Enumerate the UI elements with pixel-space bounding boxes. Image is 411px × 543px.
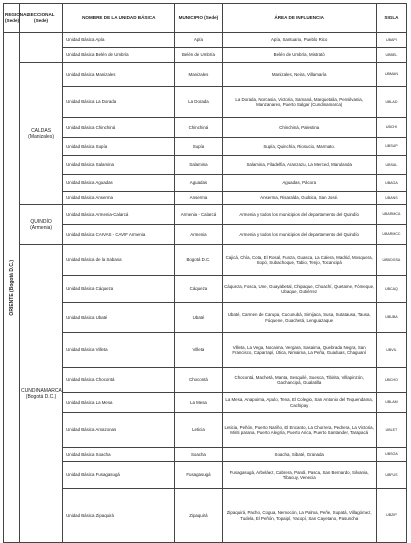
sigla-cell: UBFUS — [376, 462, 406, 489]
unidad-name: Unidad Básica Apía — [63, 33, 175, 48]
municipio-cell: Leticia — [175, 413, 222, 448]
area-cell: Supía, Quinchía, Riosucio, Marmato. — [222, 138, 376, 156]
table-row — [4, 87, 407, 118]
table-row — [4, 156, 407, 175]
table-row — [4, 205, 407, 225]
area-cell: Belén de Umbría, Mistrató — [222, 48, 376, 63]
municipio-cell: Soacha — [175, 448, 222, 462]
unidad-name: Unidad Básica Zipaquirá — [63, 489, 175, 543]
table-row — [4, 138, 407, 156]
unidad-name: Unidad Básica Aguadas — [63, 175, 175, 192]
regional-label: ORIENTE (Bogotá D.C.) — [8, 259, 15, 316]
municipio-cell: La Mesa — [175, 393, 222, 413]
municipio-cell: Chinchiná — [175, 118, 222, 138]
area-cell: Cáqueza, Fosca, Une, Guayabetal, Chipaque, Choachí, Quetame, Fómeque, Ubaque, Gutiérrez — [222, 276, 376, 303]
area-cell: Cajicá, Chía, Cota, El Rosal, Funza, Guasca, La Calera, Madrid, Mosquera, Sopó, Subachoque, Tabio, Tenjo, Tocancipá — [222, 245, 376, 276]
area-cell: Anserma, Risaralda, Guática, San José. — [222, 192, 376, 205]
unidad-name: Unidad Básica Salamina — [63, 156, 175, 175]
table-row — [4, 368, 407, 393]
table-row — [4, 245, 407, 276]
header-regional: REGIONAL (Sede) — [4, 4, 20, 33]
sigla-cell: UBANS — [376, 192, 406, 205]
sigla-cell: UBBEL — [376, 48, 406, 63]
sigla-cell: UBBOGSA — [376, 245, 406, 276]
seccional-blank — [20, 33, 63, 63]
unidad-name: Unidad Básica Amazonas — [63, 413, 175, 448]
municipio-cell: Salamina — [175, 156, 222, 175]
seccional-cundinamarca: CUNDINAMARCA (Bogotá D.C.) — [20, 245, 63, 543]
table-row — [4, 225, 407, 245]
municipio-cell: Armenia — [175, 225, 222, 245]
sigla-cell: UBSUP — [376, 138, 406, 156]
unidad-name: Unidad Básica Supía — [63, 138, 175, 156]
sigla-cell: UBUBA — [376, 303, 406, 333]
table-row — [4, 413, 407, 448]
municipio-cell: Armenia - Calarcá — [175, 205, 222, 225]
sigla-cell: UBLAD — [376, 87, 406, 118]
unidad-name: Unidad Básica Soacha — [63, 448, 175, 462]
regional-cell — [4, 33, 20, 543]
areas-table — [3, 3, 407, 543]
sigla-cell: UBCHO — [376, 368, 406, 393]
table-row — [4, 48, 407, 63]
header-sigla: SIGLA — [376, 4, 406, 33]
unidad-name: Unidad Básica Fusagasugá — [63, 462, 175, 489]
header-seccional: SECCIONAL (Sede) — [20, 4, 63, 33]
unidad-name: Unidad Básica Villeta — [63, 333, 175, 368]
municipio-cell: Supía — [175, 138, 222, 156]
municipio-cell: Fusagasugá — [175, 462, 222, 489]
header-area: ÁREA DE INFLUENCIA — [222, 4, 376, 33]
municipio-cell: Bogotá D.C. — [175, 245, 222, 276]
unidad-name: Unidad Básica Chocontá — [63, 368, 175, 393]
municipio-cell: Anserma — [175, 192, 222, 205]
unidad-name: Unidad Básica CAIVAS - CAVIF Armenia — [63, 225, 175, 245]
sigla-cell: UBARMCA — [376, 205, 406, 225]
table-row — [4, 118, 407, 138]
area-cell: Aguadas, Pácora — [222, 175, 376, 192]
table-row — [4, 276, 407, 303]
area-cell: Villeta, La Vega, Nocaima, Vergara, Sasaima, Quebrada Negra, San Francisco, Caparrapí, Útica, Nimaima, La Peña, Guaduas, Chaguaní — [222, 333, 376, 368]
table-row — [4, 303, 407, 333]
table-row — [4, 489, 407, 543]
sigla-cell: UBSAL — [376, 156, 406, 175]
unidad-name: Unidad Básica Ubaté — [63, 303, 175, 333]
unidad-name: Unidad Básica Manizales — [63, 63, 175, 87]
table-row — [4, 63, 407, 87]
municipio-cell: Belén de Umbría — [175, 48, 222, 63]
area-cell: Salamina, Filadelfia, Aranzazu, La Merced, Marulanda — [222, 156, 376, 175]
municipio-cell: Chocontá — [175, 368, 222, 393]
area-cell: Soacha, Sibaté, Granada — [222, 448, 376, 462]
unidad-name: Unidad Básica Anserma — [63, 192, 175, 205]
sigla-cell: UBCAQ — [376, 276, 406, 303]
unidad-name: Unidad Básica Cáqueza — [63, 276, 175, 303]
area-cell: Armenia y todos los municipios del departamento del Quindío — [222, 205, 376, 225]
unidad-name: Unidad Básica Chinchiná — [63, 118, 175, 138]
sigla-cell: UBAPI — [376, 33, 406, 48]
unidad-name: Unidad Básica La Dorada — [63, 87, 175, 118]
area-cell: La Mesa, Anapoima, Apulo, Tena, El Colegio, San Antonio del Tequendama, Cachipay — [222, 393, 376, 413]
area-cell: Fusagasugá, Arbeláez, Cabrera, Pandi, Pasca, San Bernardo, Silvania, Tibacuy, Venecia — [222, 462, 376, 489]
area-cell: Chocontá, Machetá, Manta, Sesquilé, Suesca, Tibirita, Villapinzón, Gachancipá, Gualatilla — [222, 368, 376, 393]
area-cell: Armenia y todos los municipios del departamento del Quindío — [222, 225, 376, 245]
unidad-name: Unidad Básica La Mesa — [63, 393, 175, 413]
table-row — [4, 462, 407, 489]
sigla-cell: UBVIL — [376, 333, 406, 368]
sigla-cell: UBCHI — [376, 118, 406, 138]
header-unidad: NOMBRE DE LA UNIDAD BÁSICA — [63, 4, 175, 33]
table-row — [4, 448, 407, 462]
header-row — [4, 4, 407, 33]
area-cell: La Dorada, Norcasia, Victoria, Samaná, Marquetalia, Pensilvania, Manzanares, Puerto Salgar (Cundinamarca) — [222, 87, 376, 118]
sigla-cell: UBMAN — [376, 63, 406, 87]
municipio-cell: Ubaté — [175, 303, 222, 333]
area-cell: Chinchiná, Palestina — [222, 118, 376, 138]
sigla-cell: UBSOA — [376, 448, 406, 462]
sigla-cell: UBARMCC — [376, 225, 406, 245]
unidad-name: Unidad Básica de la Sabana — [63, 245, 175, 276]
unidad-name: Unidad Básica Armenia-Calarcá — [63, 205, 175, 225]
municipio-cell: Zipaquirá — [175, 489, 222, 543]
sigla-cell: UBLAM — [376, 393, 406, 413]
sigla-cell: UBZIP — [376, 489, 406, 543]
municipio-cell: Villeta — [175, 333, 222, 368]
municipio-cell: Manizales — [175, 63, 222, 87]
table-row — [4, 33, 407, 48]
table-row — [4, 192, 407, 205]
municipio-cell: La Dorada — [175, 87, 222, 118]
unidad-name: Unidad Básica Belén de Umbría — [63, 48, 175, 63]
municipio-cell: Apía — [175, 33, 222, 48]
area-cell: Zipaquirá, Pacho, Cogua, Nemocón, La Palma, Peñe, Supatá, Villagómez, Tudela, El Peñón, Topaipí, Yacopí, San Cayetano, Pasuncha — [222, 489, 376, 543]
table-row — [4, 333, 407, 368]
table-row — [4, 393, 407, 413]
municipio-cell: Cáqueza — [175, 276, 222, 303]
area-cell: Ubaté, Carmen de Carupa, Cucunubá, Simijaca, Susa, Sutatausa, Tausa, Fúquene, Guachetá, Lenguazaque — [222, 303, 376, 333]
sigla-cell: UBLET — [376, 413, 406, 448]
seccional-quindio: QUINDÍO (Armenia) — [20, 205, 63, 245]
header-municipio: MUNICIPIO (Sede) — [175, 4, 222, 33]
area-cell: Apía, Santuario, Pueblo Rico — [222, 33, 376, 48]
seccional-caldas: CALDAS (Manizales) — [20, 63, 63, 205]
municipio-cell: Aguadas — [175, 175, 222, 192]
area-cell: Manizales, Neira, Villamaría — [222, 63, 376, 87]
sigla-cell: UBAGA — [376, 175, 406, 192]
area-cell: Leticia, Peñón, Puerto Nariño, El Encanto, La Chorrera, Pedrera, La Victoria, Miriti parana, Puerto Alegría, Puerto Arica, Puerto Santander, Tarapacá — [222, 413, 376, 448]
table-row — [4, 175, 407, 192]
